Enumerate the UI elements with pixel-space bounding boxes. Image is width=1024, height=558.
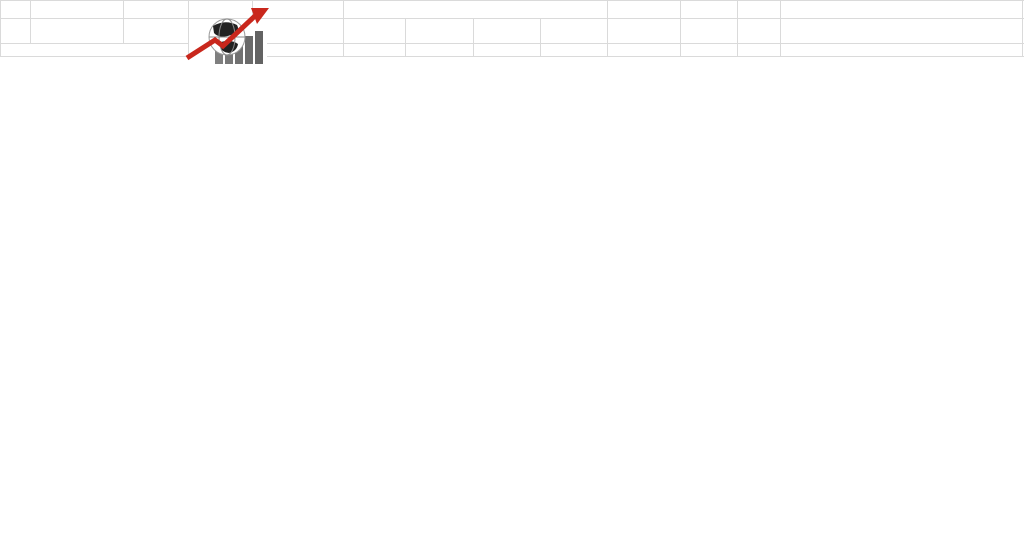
header-third-leg-exit[interactable]	[474, 19, 541, 44]
header-profit-loss[interactable]	[608, 19, 681, 44]
empty-cell[interactable]	[681, 44, 738, 57]
header-second-leg-exit[interactable]	[406, 19, 474, 44]
empty-cell[interactable]	[474, 44, 541, 57]
empty-cell[interactable]	[1, 1, 31, 19]
header-margin-required[interactable]	[681, 19, 738, 44]
empty-cell[interactable]	[608, 1, 681, 19]
empty-cell[interactable]	[541, 19, 608, 44]
globe-chart-arrow-icon	[185, 8, 271, 65]
empty-cell[interactable]	[781, 1, 1023, 19]
empty-cell[interactable]	[406, 44, 474, 57]
empty-cell[interactable]	[781, 44, 1023, 57]
header-first-leg-exit[interactable]	[344, 19, 406, 44]
empty-cell[interactable]	[738, 1, 781, 19]
empty-cell[interactable]	[738, 44, 781, 57]
header-notes[interactable]	[781, 19, 1023, 44]
empty-cell[interactable]	[541, 44, 608, 57]
logo	[7, 21, 269, 54]
starting-balance-amount[interactable]	[608, 44, 681, 57]
sheet-title-cell[interactable]	[344, 1, 608, 19]
empty-cell[interactable]	[124, 1, 189, 19]
header-return[interactable]	[738, 19, 781, 44]
empty-cell[interactable]	[344, 44, 406, 57]
empty-cell[interactable]	[681, 1, 738, 19]
title-row	[1, 1, 1024, 19]
empty-cell[interactable]	[31, 1, 124, 19]
